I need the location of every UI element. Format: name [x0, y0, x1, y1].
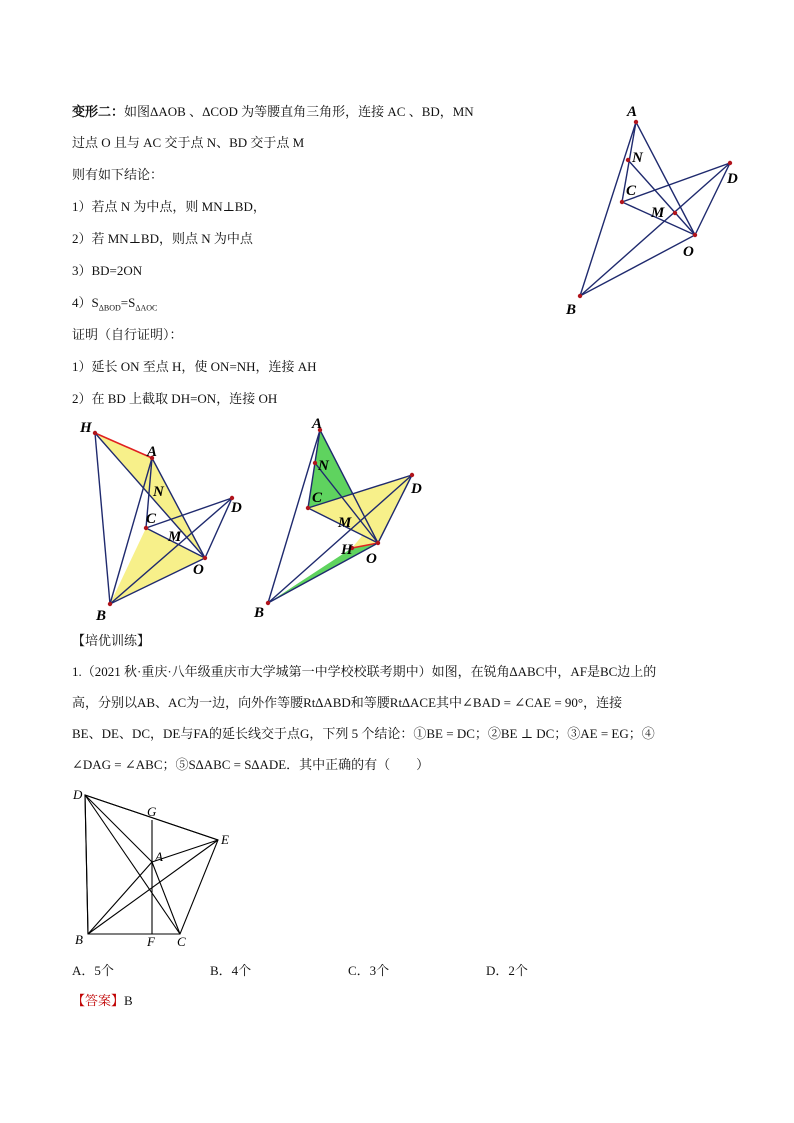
label-D: D	[411, 481, 422, 497]
label-G: G	[147, 804, 157, 819]
label-N: N	[153, 484, 164, 500]
label-D: D	[727, 171, 738, 187]
proof-1: 1）延长 ON 至点 H，使 ON=NH，连接 AH	[72, 359, 317, 374]
label-D: D	[73, 787, 83, 802]
c4-mid: =S	[120, 295, 136, 310]
figure-top	[548, 96, 758, 321]
label-A: A	[627, 104, 638, 120]
question-line-2: 高，分别以AB、AC为一边，向外作等腰Rt∆ABD和等腰Rt∆ACE其中∠BAD = ∠CAE = 90°，连接	[72, 695, 623, 710]
variant-intro-text: 如图ΔAOB 、ΔCOD 为等腰直角三角形，连接 AC 、BD，MN	[124, 104, 474, 119]
variant-intro2: 过点 O 且与 AC 交于点 N、BD 交于点 M	[72, 135, 305, 150]
conclusion-2: 2）若 MN⊥BD，则点 N 为中点	[72, 231, 253, 246]
label-A: A	[312, 416, 323, 432]
figure-left	[70, 410, 260, 625]
conclusion-4	[72, 294, 157, 318]
variant-intro	[72, 103, 474, 121]
variant-lead: 变形二：	[72, 104, 125, 119]
conclusion-1: 1）若点 N 为中点，则 MN⊥BD，	[72, 199, 266, 214]
label-O: O	[193, 562, 204, 578]
label-B: B	[566, 302, 577, 318]
c4-sub2: ΔAOC	[135, 303, 158, 313]
c4-prefix: 4）S	[72, 295, 99, 310]
option-a[interactable]: A．5个	[72, 963, 114, 978]
label-M: M	[168, 529, 182, 545]
answer-value: B	[124, 993, 133, 1008]
option-d[interactable]: D．2个	[486, 963, 528, 978]
label-B: B	[96, 608, 107, 624]
label-D: D	[231, 500, 242, 516]
question-line-1: 1.（2021 秋·重庆·八年级重庆市大学城第一中学校校联考期中）如图，在锐角∆ABC中，AF是BC边上的	[72, 664, 657, 679]
label-O: O	[366, 551, 377, 567]
label-E: E	[221, 832, 229, 847]
question-line-3: BE、DE、DC，DE与FA的延长线交于点G，下列 5 个结论：①BE = DC；②BE ⊥ DC；③AE = EG；④	[72, 726, 655, 741]
label-O: O	[683, 244, 694, 260]
proof-heading: 证明（自行证明）：	[72, 327, 183, 342]
label-A: A	[155, 849, 163, 864]
label-C: C	[146, 511, 157, 527]
question-line-4: ∠DAG = ∠ABC；⑤S∆ABC = S∆ADE．其中正确的有（ ）	[72, 757, 430, 772]
figure-mid	[248, 410, 438, 625]
proof-2: 2）在 BD 上截取 DH=ON，连接 OH	[72, 391, 278, 406]
variant-then: 则有如下结论：	[72, 167, 164, 182]
label-N: N	[632, 150, 643, 166]
option-b[interactable]: B．4个	[210, 963, 252, 978]
label-N: N	[318, 458, 329, 474]
label-B: B	[254, 605, 265, 621]
figure-question	[68, 783, 243, 948]
label-H: H	[341, 542, 353, 558]
label-M: M	[651, 205, 665, 221]
answer	[72, 992, 133, 1010]
label-C: C	[177, 934, 186, 949]
label-F: F	[147, 934, 155, 949]
training-header: 【培优训练】	[72, 633, 151, 648]
label-M: M	[338, 515, 352, 531]
answer-label: 【答案】	[72, 993, 125, 1008]
label-H: H	[80, 420, 92, 436]
option-c[interactable]: C．3个	[348, 963, 390, 978]
label-A: A	[147, 444, 158, 460]
label-B: B	[75, 932, 83, 947]
label-C: C	[626, 183, 637, 199]
conclusion-3: 3）BD=2ON	[72, 263, 143, 278]
c4-sub1: ΔBOD	[98, 303, 121, 313]
label-C: C	[312, 490, 323, 506]
